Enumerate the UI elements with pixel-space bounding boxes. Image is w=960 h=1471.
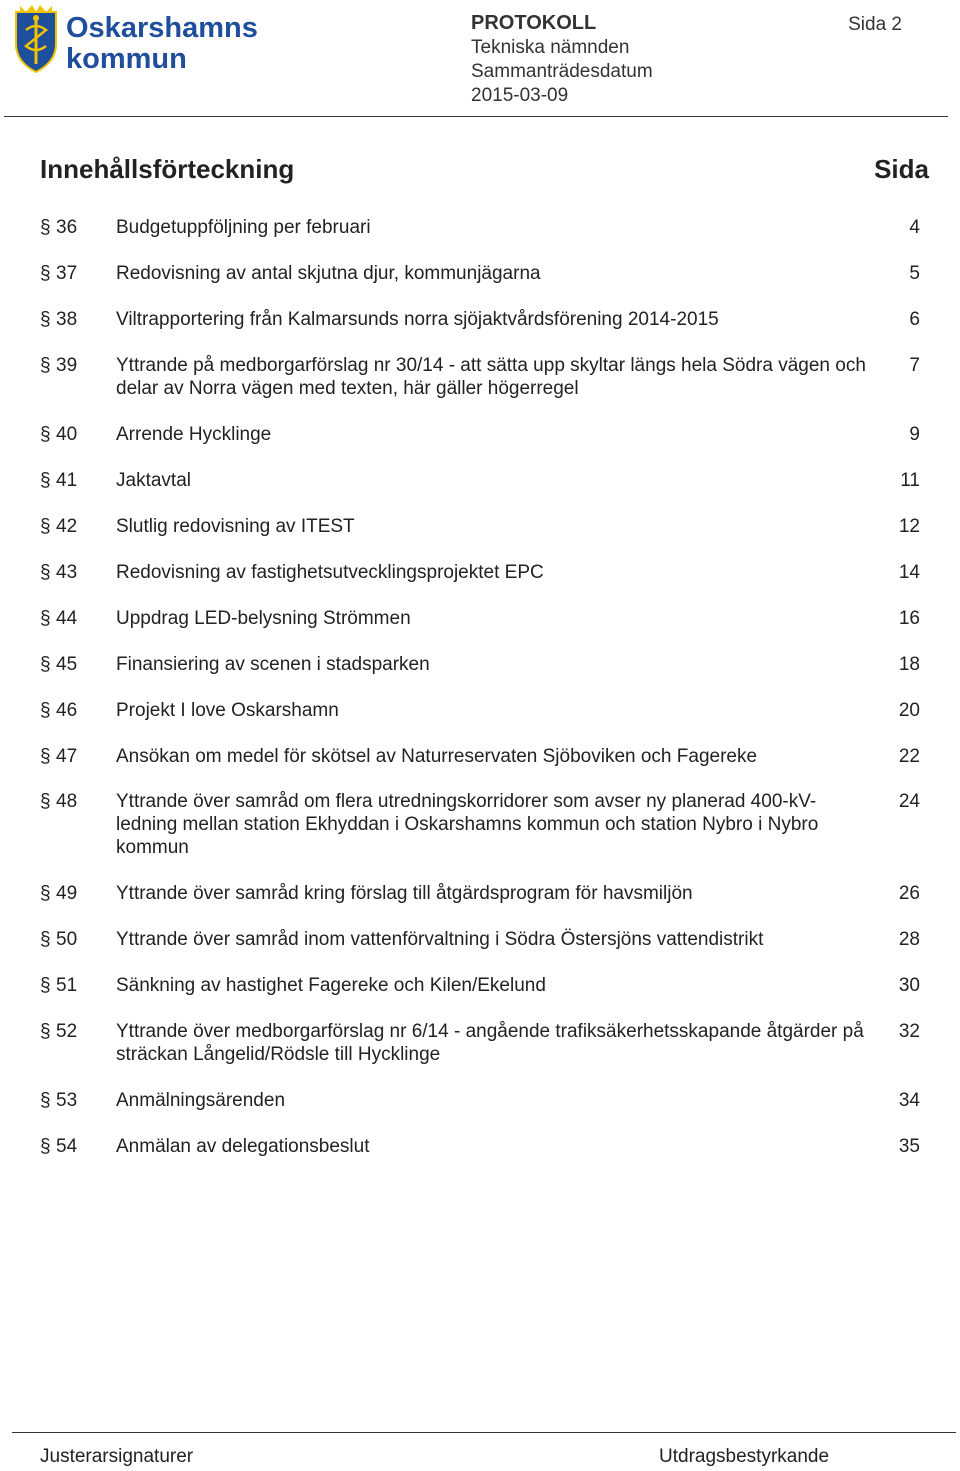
svg-text:kommun: kommun (66, 43, 187, 75)
toc-entry-title: Jaktavtal (116, 470, 191, 491)
paragraph-symbol: § (40, 424, 51, 445)
meeting-date: 2015-03-09 (471, 85, 569, 106)
committee-name: Tekniska nämnden (471, 37, 630, 58)
toc-entry-number: 37 (56, 263, 78, 284)
toc-entry-page: 26 (898, 883, 920, 904)
page-number: Sida 2 (848, 14, 902, 35)
toc-entry-title: Yttrande på medborgarförslag nr 30/14 - att sätta upp skyltar längs hela Södra vägen och delar av Norra vägen med texten, här gäller högerregel (116, 355, 866, 399)
toc-entry-page: 11 (900, 470, 920, 491)
toc-entry-page: 22 (898, 746, 920, 767)
toc-entry-title: Arrende Hycklinge (116, 424, 272, 445)
toc-entry-page: 9 (909, 424, 920, 445)
toc-entry-page: 32 (898, 1021, 920, 1042)
toc-entry-title: Viltrapportering från Kalmarsunds norra sjöjaktvårdsförening 2014-2015 (116, 309, 719, 330)
toc-entry-title: Anmälan av delegationsbeslut (116, 1136, 370, 1157)
toc-entry-number: 46 (56, 700, 78, 721)
toc-entry-title: Anmälningsärenden (116, 1090, 286, 1111)
paragraph-symbol: § (40, 791, 51, 812)
toc-entry-number: 51 (56, 975, 78, 996)
toc-page-column-heading: Sida (874, 154, 929, 184)
toc-entry-title: Sänkning av hastighet Fagereke och Kilen/Ekelund (116, 975, 546, 996)
toc-entry-number: 43 (56, 562, 78, 583)
toc-entry-number: 48 (56, 791, 78, 812)
toc-entry-number: 36 (56, 217, 78, 238)
toc-entry-title: Ansökan om medel för skötsel av Naturreservaten Sjöboviken och Fagereke (116, 746, 758, 767)
toc-entry-number: 53 (56, 1090, 78, 1111)
paragraph-symbol: § (40, 1090, 51, 1111)
toc-entry-number: 41 (56, 470, 78, 491)
paragraph-symbol: § (40, 746, 51, 767)
toc-entry-page: 24 (898, 791, 920, 812)
toc-entry-number: 45 (56, 654, 78, 675)
toc-entry-title: Yttrande över samråd kring förslag till åtgärdsprogram för havsmiljön (116, 883, 693, 904)
footer-divider (12, 1432, 956, 1433)
toc-entry-title: Yttrande över medborgarförslag nr 6/14 - angående trafiksäkerhetsskapande åtgärder på sträckan Långelid/Rödsle till Hycklinge (116, 1021, 864, 1065)
toc-entry-page: 20 (898, 700, 920, 721)
toc-entry-number: 54 (56, 1136, 78, 1157)
paragraph-symbol: § (40, 975, 51, 996)
toc-entry-page: 5 (909, 263, 920, 284)
toc-entry-number: 47 (56, 746, 78, 767)
header-divider (4, 116, 948, 117)
paragraph-symbol: § (40, 883, 51, 904)
document-type: PROTOKOLL (471, 12, 597, 34)
toc-entry-page: 34 (898, 1090, 920, 1111)
toc-title: Innehållsförteckning (40, 154, 295, 184)
toc-entry-number: 50 (56, 929, 78, 950)
toc-entry-title: Budgetuppföljning per februari (116, 217, 371, 238)
toc-entry-title: Slutlig redovisning av ITEST (116, 516, 355, 537)
toc-entry-title: Projekt I love Oskarshamn (116, 700, 339, 721)
toc-entry-page: 4 (909, 217, 920, 238)
toc-entry-title: Finansiering av scenen i stadsparken (116, 654, 430, 675)
paragraph-symbol: § (40, 470, 51, 491)
toc-entry-page: 14 (898, 562, 920, 583)
paragraph-symbol: § (40, 654, 51, 675)
date-label: Sammanträdesdatum (471, 61, 653, 82)
toc-entry-number: 42 (56, 516, 78, 537)
paragraph-symbol: § (40, 516, 51, 537)
toc-entry-title: Yttrande över samråd inom vattenförvaltning i Södra Östersjöns vattendistrikt (116, 929, 764, 950)
toc-entry-number: 38 (56, 309, 78, 330)
paragraph-symbol: § (40, 929, 51, 950)
svg-text:Oskarshamns: Oskarshamns (66, 12, 258, 44)
toc-entry-page: 30 (898, 975, 920, 996)
toc-entry-page: 7 (909, 355, 920, 376)
coat-of-arms-icon (12, 4, 262, 76)
toc-entry-title: Yttrande över samråd om flera utredningskorridorer som avser ny planerad 400-kV-ledning mellan station Ekhyddan i Oskarshamns kommun och station Nybro i Nybro kommun (116, 791, 819, 858)
paragraph-symbol: § (40, 217, 51, 238)
toc-entry-number: 39 (56, 355, 78, 376)
toc-entry-page: 28 (898, 929, 920, 950)
paragraph-symbol: § (40, 562, 51, 583)
toc-entry-page: 18 (898, 654, 920, 675)
toc-entry-number: 49 (56, 883, 78, 904)
paragraph-symbol: § (40, 355, 51, 376)
paragraph-symbol: § (40, 1136, 51, 1157)
paragraph-symbol: § (40, 700, 51, 721)
toc-entry-page: 12 (898, 516, 920, 537)
paragraph-symbol: § (40, 263, 51, 284)
toc-entry-number: 40 (56, 424, 78, 445)
toc-entry-page: 6 (909, 309, 920, 330)
municipality-logo (12, 4, 262, 76)
toc-entry-number: 44 (56, 608, 78, 629)
toc-entry-page: 35 (898, 1136, 920, 1157)
paragraph-symbol: § (40, 309, 51, 330)
toc-entry-title: Uppdrag LED-belysning Strömmen (116, 608, 411, 629)
paragraph-symbol: § (40, 1021, 51, 1042)
toc-entry-number: 52 (56, 1021, 78, 1042)
toc-entry-page: 16 (898, 608, 920, 629)
toc-entry-title: Redovisning av fastighetsutvecklingsprojektet EPC (116, 562, 544, 583)
toc-entry-title: Redovisning av antal skjutna djur, kommunjägarna (116, 263, 541, 284)
footer-signatures-label: Justerarsignaturer (40, 1446, 194, 1467)
paragraph-symbol: § (40, 608, 51, 629)
footer-certification-label: Utdragsbestyrkande (659, 1446, 830, 1467)
